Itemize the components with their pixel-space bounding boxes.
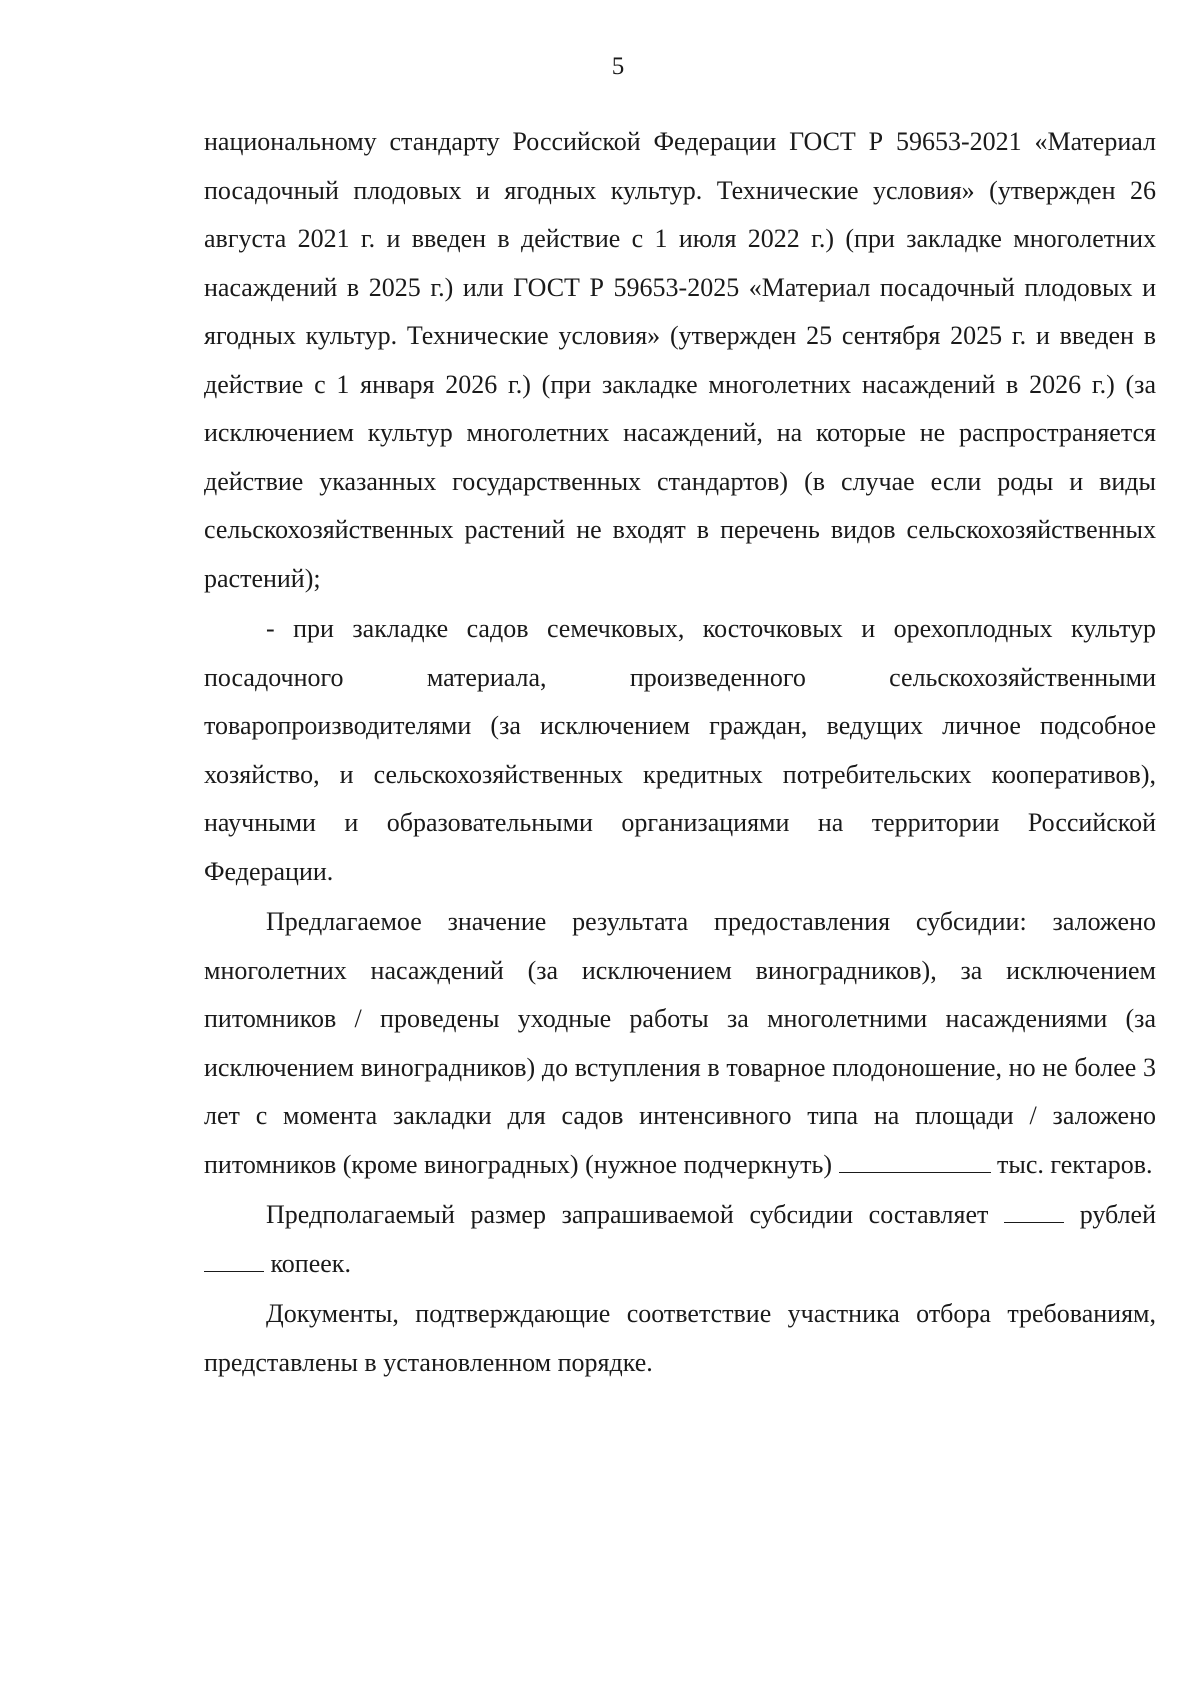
subsidy-amount-text: Предполагаемый размер запрашиваемой субсидии составляет: [266, 1200, 989, 1229]
paragraph-gost-standards: национальному стандарту Российской Федерации ГОСТ Р 59653-2021 «Материал посадочный плодовых и ягодных культур. Технические условия» (утвержден 26 августа 2021 г. и введен в действие с 1 июля 2022 г.) (при закладке многолетних насаждений в 2025 г.) или ГОСТ Р 59653-2025 «Материал посадочный плодовых и ягодных культур. Технические условия» (утвержден 25 сентября 2025 г. и введен в действие с 1 января 2026 г.) (при закладке многолетних насаждений в 2026 г.) (за исключением культур многолетних насаждений, на которые не распространяется действие указанных государственных стандартов) (в случае если роды и виды сельскохозяйственных растений не входят в перечень видов сельскохозяйственных растений);: [204, 127, 1156, 593]
document-body: [204, 118, 1156, 1387]
subsidy-result-text: Предлагаемое значение результата предоставления субсидии: заложено многолетних насаждений (за исключением виноградников), за исключением питомников / проведены уходные работы за многолетними насаждениями (за исключением виноградников) до вступления в товарное плодоношение, но не более 3 лет с момента закладки для садов интенсивного типа на площади / заложено питомников (кроме виноградных) (нужное подчеркнуть): [204, 907, 1156, 1179]
page-number: 5: [611, 53, 625, 80]
rubles-blank-field: [1004, 1200, 1064, 1223]
kopecks-label: копеек.: [270, 1248, 351, 1278]
paragraph-subsidy-result: [204, 898, 1156, 1189]
area-unit-label: тыс. гектаров.: [997, 1149, 1153, 1179]
kopecks-blank-field: [204, 1249, 264, 1272]
area-blank-field: [839, 1150, 991, 1173]
rubles-label: рублей: [1079, 1200, 1157, 1229]
paragraph-gardens-planting: - при закладке садов семечковых, косточковых и орехоплодных культур посадочного материала, произведенного сельскохозяйственными товаропроизводителями (за исключением граждан, ведущих личное подсобное хозяйство, и сельскохозяйственных кредитных потребительских кооперативов), научными и образовательными организациями на территории Российской Федерации.: [204, 614, 1156, 886]
paragraph-subsidy-amount: [204, 1191, 1156, 1288]
paragraph-documents: Документы, подтверждающие соответствие участника отбора требованиям, представлены в установленном порядке.: [204, 1299, 1156, 1377]
